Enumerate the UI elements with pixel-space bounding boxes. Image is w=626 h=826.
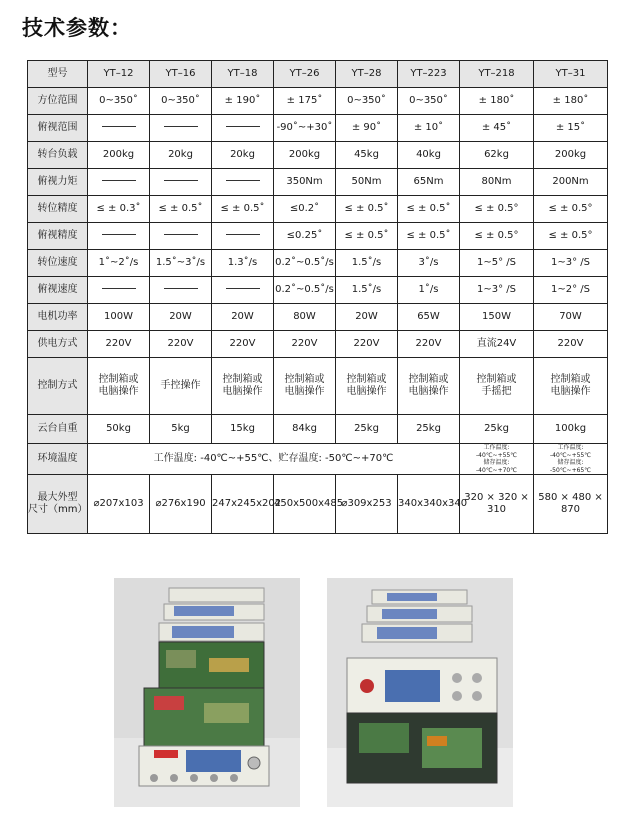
table-cell: ± 190˚ (212, 88, 274, 115)
table-cell: 手控操作 (150, 358, 212, 415)
table-row-control (28, 358, 608, 415)
table-cell: 控制箱或 手摇把 (460, 358, 534, 415)
row-label-cell: 转位速度 (28, 250, 88, 277)
table-cell: 1˚/s (398, 277, 460, 304)
table-cell: 220V (534, 331, 608, 358)
table-cell: ± 15˚ (534, 115, 608, 142)
table-cell: 0~350˚ (88, 88, 150, 115)
row-label-cell: 方位范围 (28, 88, 88, 115)
table-cell: ≤ ± 0.5° (460, 223, 534, 250)
table-cell: 80W (274, 304, 336, 331)
model-header-cell: YT–218 (460, 61, 534, 88)
table-cell: 340x340x340 (398, 475, 460, 534)
table-row (28, 223, 608, 250)
empty-dash-cell (212, 277, 274, 304)
table-cell: 20W (150, 304, 212, 331)
table-cell: ≤ ± 0.5° (460, 196, 534, 223)
row-label-cell: 俯视速度 (28, 277, 88, 304)
table-cell: ≤ ± 0.5° (534, 223, 608, 250)
env-yt31-cell: 工作温度: -40℃~+55℃ 储存温度: -50℃~+65℃ (534, 444, 608, 475)
dash-line (102, 126, 136, 127)
table-row-weight (28, 415, 608, 444)
table-cell: 247x245x202 (212, 475, 274, 534)
table-cell: 80Nm (460, 169, 534, 196)
table-cell: 200kg (274, 142, 336, 169)
row-label-cell: 俯视力矩 (28, 169, 88, 196)
table-cell: 20kg (150, 142, 212, 169)
table-cell: 0.2˚~0.5˚/s (274, 277, 336, 304)
table-row (28, 304, 608, 331)
table-cell: 15kg (212, 415, 274, 444)
table-cell: ≤ ± 0.3˚ (88, 196, 150, 223)
env-yt218-cell: 工作温度: -40℃~+55℃ 储存温度: -40℃~+70℃ (460, 444, 534, 475)
table-cell: 1.3˚/s (212, 250, 274, 277)
dash-line (164, 288, 198, 289)
table-cell: ± 180˚ (460, 88, 534, 115)
table-cell: 220V (398, 331, 460, 358)
table-cell: 320 × 320 × 310 (460, 475, 534, 534)
table-cell: 45kg (336, 142, 398, 169)
table-cell: ⌀207x103 (88, 475, 150, 534)
table-cell: 100W (88, 304, 150, 331)
table-cell: 220V (150, 331, 212, 358)
table-cell: 220V (88, 331, 150, 358)
table-cell: 200kg (534, 142, 608, 169)
table-cell: 84kg (274, 415, 336, 444)
table-cell: 控制箱或 电脑操作 (398, 358, 460, 415)
empty-dash-cell (150, 223, 212, 250)
table-cell: 65Nm (398, 169, 460, 196)
table-cell: ⌀276x190 (150, 475, 212, 534)
table-cell: 200Nm (534, 169, 608, 196)
spec-table (27, 60, 608, 534)
row-label-cell: 俯视精度 (28, 223, 88, 250)
env-merged-cell: 工作温度: -40℃~+55℃、贮存温度: -50℃~+70℃ (88, 444, 460, 475)
table-cell: 1~3° /S (460, 277, 534, 304)
empty-dash-cell (150, 277, 212, 304)
table-cell: 1~2° /S (534, 277, 608, 304)
table-cell: ≤ ± 0.5˚ (336, 223, 398, 250)
table-cell: 0~350˚ (398, 88, 460, 115)
table-cell: 62kg (460, 142, 534, 169)
table-row (28, 331, 608, 358)
model-header-cell: YT–18 (212, 61, 274, 88)
dash-line (226, 126, 260, 127)
table-cell: 0~350˚ (150, 88, 212, 115)
row-label-cell: 控制方式 (28, 358, 88, 415)
table-cell: 220V (336, 331, 398, 358)
row-label-cell: 电机功率 (28, 304, 88, 331)
table-cell: 100kg (534, 415, 608, 444)
empty-dash-cell (88, 169, 150, 196)
row-label-cell: 环境温度 (28, 444, 88, 475)
table-cell: 1.5˚/s (336, 250, 398, 277)
empty-dash-cell (212, 223, 274, 250)
empty-dash-cell (212, 115, 274, 142)
table-cell: 40kg (398, 142, 460, 169)
dash-line (164, 180, 198, 181)
table-cell: 450x500x485 (274, 475, 336, 534)
dash-line (102, 234, 136, 235)
table-row-env (28, 444, 608, 475)
table-cell: ± 90˚ (336, 115, 398, 142)
row-label-cell: 云台自重 (28, 415, 88, 444)
model-header-cell: YT–16 (150, 61, 212, 88)
table-cell: 控制箱或 电脑操作 (274, 358, 336, 415)
table-cell: ± 175˚ (274, 88, 336, 115)
dash-line (164, 126, 198, 127)
table-cell: ≤ ± 0.5˚ (212, 196, 274, 223)
table-cell: ⌀309x253 (336, 475, 398, 534)
row-label-cell: 转台负载 (28, 142, 88, 169)
dash-line (226, 288, 260, 289)
table-row (28, 115, 608, 142)
row-label-cell: 供电方式 (28, 331, 88, 358)
table-cell: 控制箱或 电脑操作 (88, 358, 150, 415)
table-cell: ± 180˚ (534, 88, 608, 115)
dash-line (164, 234, 198, 235)
empty-dash-cell (88, 223, 150, 250)
table-cell: 20W (212, 304, 274, 331)
table-cell: 220V (274, 331, 336, 358)
table-cell: 25kg (336, 415, 398, 444)
page-title: 技术参数： (22, 16, 132, 40)
table-cell: 0.2˚~0.5˚/s (274, 250, 336, 277)
table-cell: ≤ ± 0.5˚ (398, 223, 460, 250)
table-cell: ± 10˚ (398, 115, 460, 142)
table-cell: 580 × 480 × 870 (534, 475, 608, 534)
table-cell: 25kg (398, 415, 460, 444)
table-cell: 1˚~2˚/s (88, 250, 150, 277)
table-cell: 150W (460, 304, 534, 331)
table-row (28, 277, 608, 304)
table-cell: ≤0.25˚ (274, 223, 336, 250)
table-cell: 1~3° /S (534, 250, 608, 277)
table-cell: 5kg (150, 415, 212, 444)
model-header-cell: YT–26 (274, 61, 336, 88)
table-cell: 控制箱或 电脑操作 (212, 358, 274, 415)
table-cell: 20W (336, 304, 398, 331)
table-row (28, 196, 608, 223)
dash-line (226, 234, 260, 235)
table-cell: 50Nm (336, 169, 398, 196)
table-cell: 3˚/s (398, 250, 460, 277)
table-cell: 1~5° /S (460, 250, 534, 277)
table-cell: 50kg (88, 415, 150, 444)
table-cell: ≤0.2˚ (274, 196, 336, 223)
table-cell: 200kg (88, 142, 150, 169)
table-row (28, 169, 608, 196)
model-header-cell: YT–28 (336, 61, 398, 88)
header-label-cell: 型号 (28, 61, 88, 88)
table-cell: 控制箱或 电脑操作 (336, 358, 398, 415)
table-row (28, 88, 608, 115)
model-header-cell: YT–223 (398, 61, 460, 88)
table-cell: 350Nm (274, 169, 336, 196)
table-cell: 控制箱或 电脑操作 (534, 358, 608, 415)
table-cell: 220V (212, 331, 274, 358)
table-cell: ≤ ± 0.5˚ (336, 196, 398, 223)
table-cell: 65W (398, 304, 460, 331)
row-label-cell: 最大外型 尺寸（mm） (28, 475, 88, 534)
table-cell: 1.5˚~3˚/s (150, 250, 212, 277)
empty-dash-cell (88, 115, 150, 142)
table-cell: 1.5˚/s (336, 277, 398, 304)
row-label-cell: 转位精度 (28, 196, 88, 223)
table-cell: 20kg (212, 142, 274, 169)
product-photo-left (114, 578, 300, 807)
table-cell: 70W (534, 304, 608, 331)
table-cell: ≤ ± 0.5˚ (398, 196, 460, 223)
row-label-cell: 俯视范围 (28, 115, 88, 142)
table-row-size (28, 475, 608, 534)
model-header-cell: YT–31 (534, 61, 608, 88)
table-cell: 0~350˚ (336, 88, 398, 115)
dash-line (226, 180, 260, 181)
table-cell: ≤ ± 0.5° (534, 196, 608, 223)
table-header-row (28, 61, 608, 88)
empty-dash-cell (150, 169, 212, 196)
dash-line (102, 180, 136, 181)
product-photo-right (327, 578, 513, 807)
model-header-cell: YT–12 (88, 61, 150, 88)
dash-line (102, 288, 136, 289)
empty-dash-cell (212, 169, 274, 196)
table-cell: 25kg (460, 415, 534, 444)
table-row (28, 250, 608, 277)
table-cell: 直流24V (460, 331, 534, 358)
table-cell: ± 45˚ (460, 115, 534, 142)
table-cell: -90˚~+30˚ (274, 115, 336, 142)
table-cell: ≤ ± 0.5˚ (150, 196, 212, 223)
empty-dash-cell (150, 115, 212, 142)
table-row (28, 142, 608, 169)
empty-dash-cell (88, 277, 150, 304)
